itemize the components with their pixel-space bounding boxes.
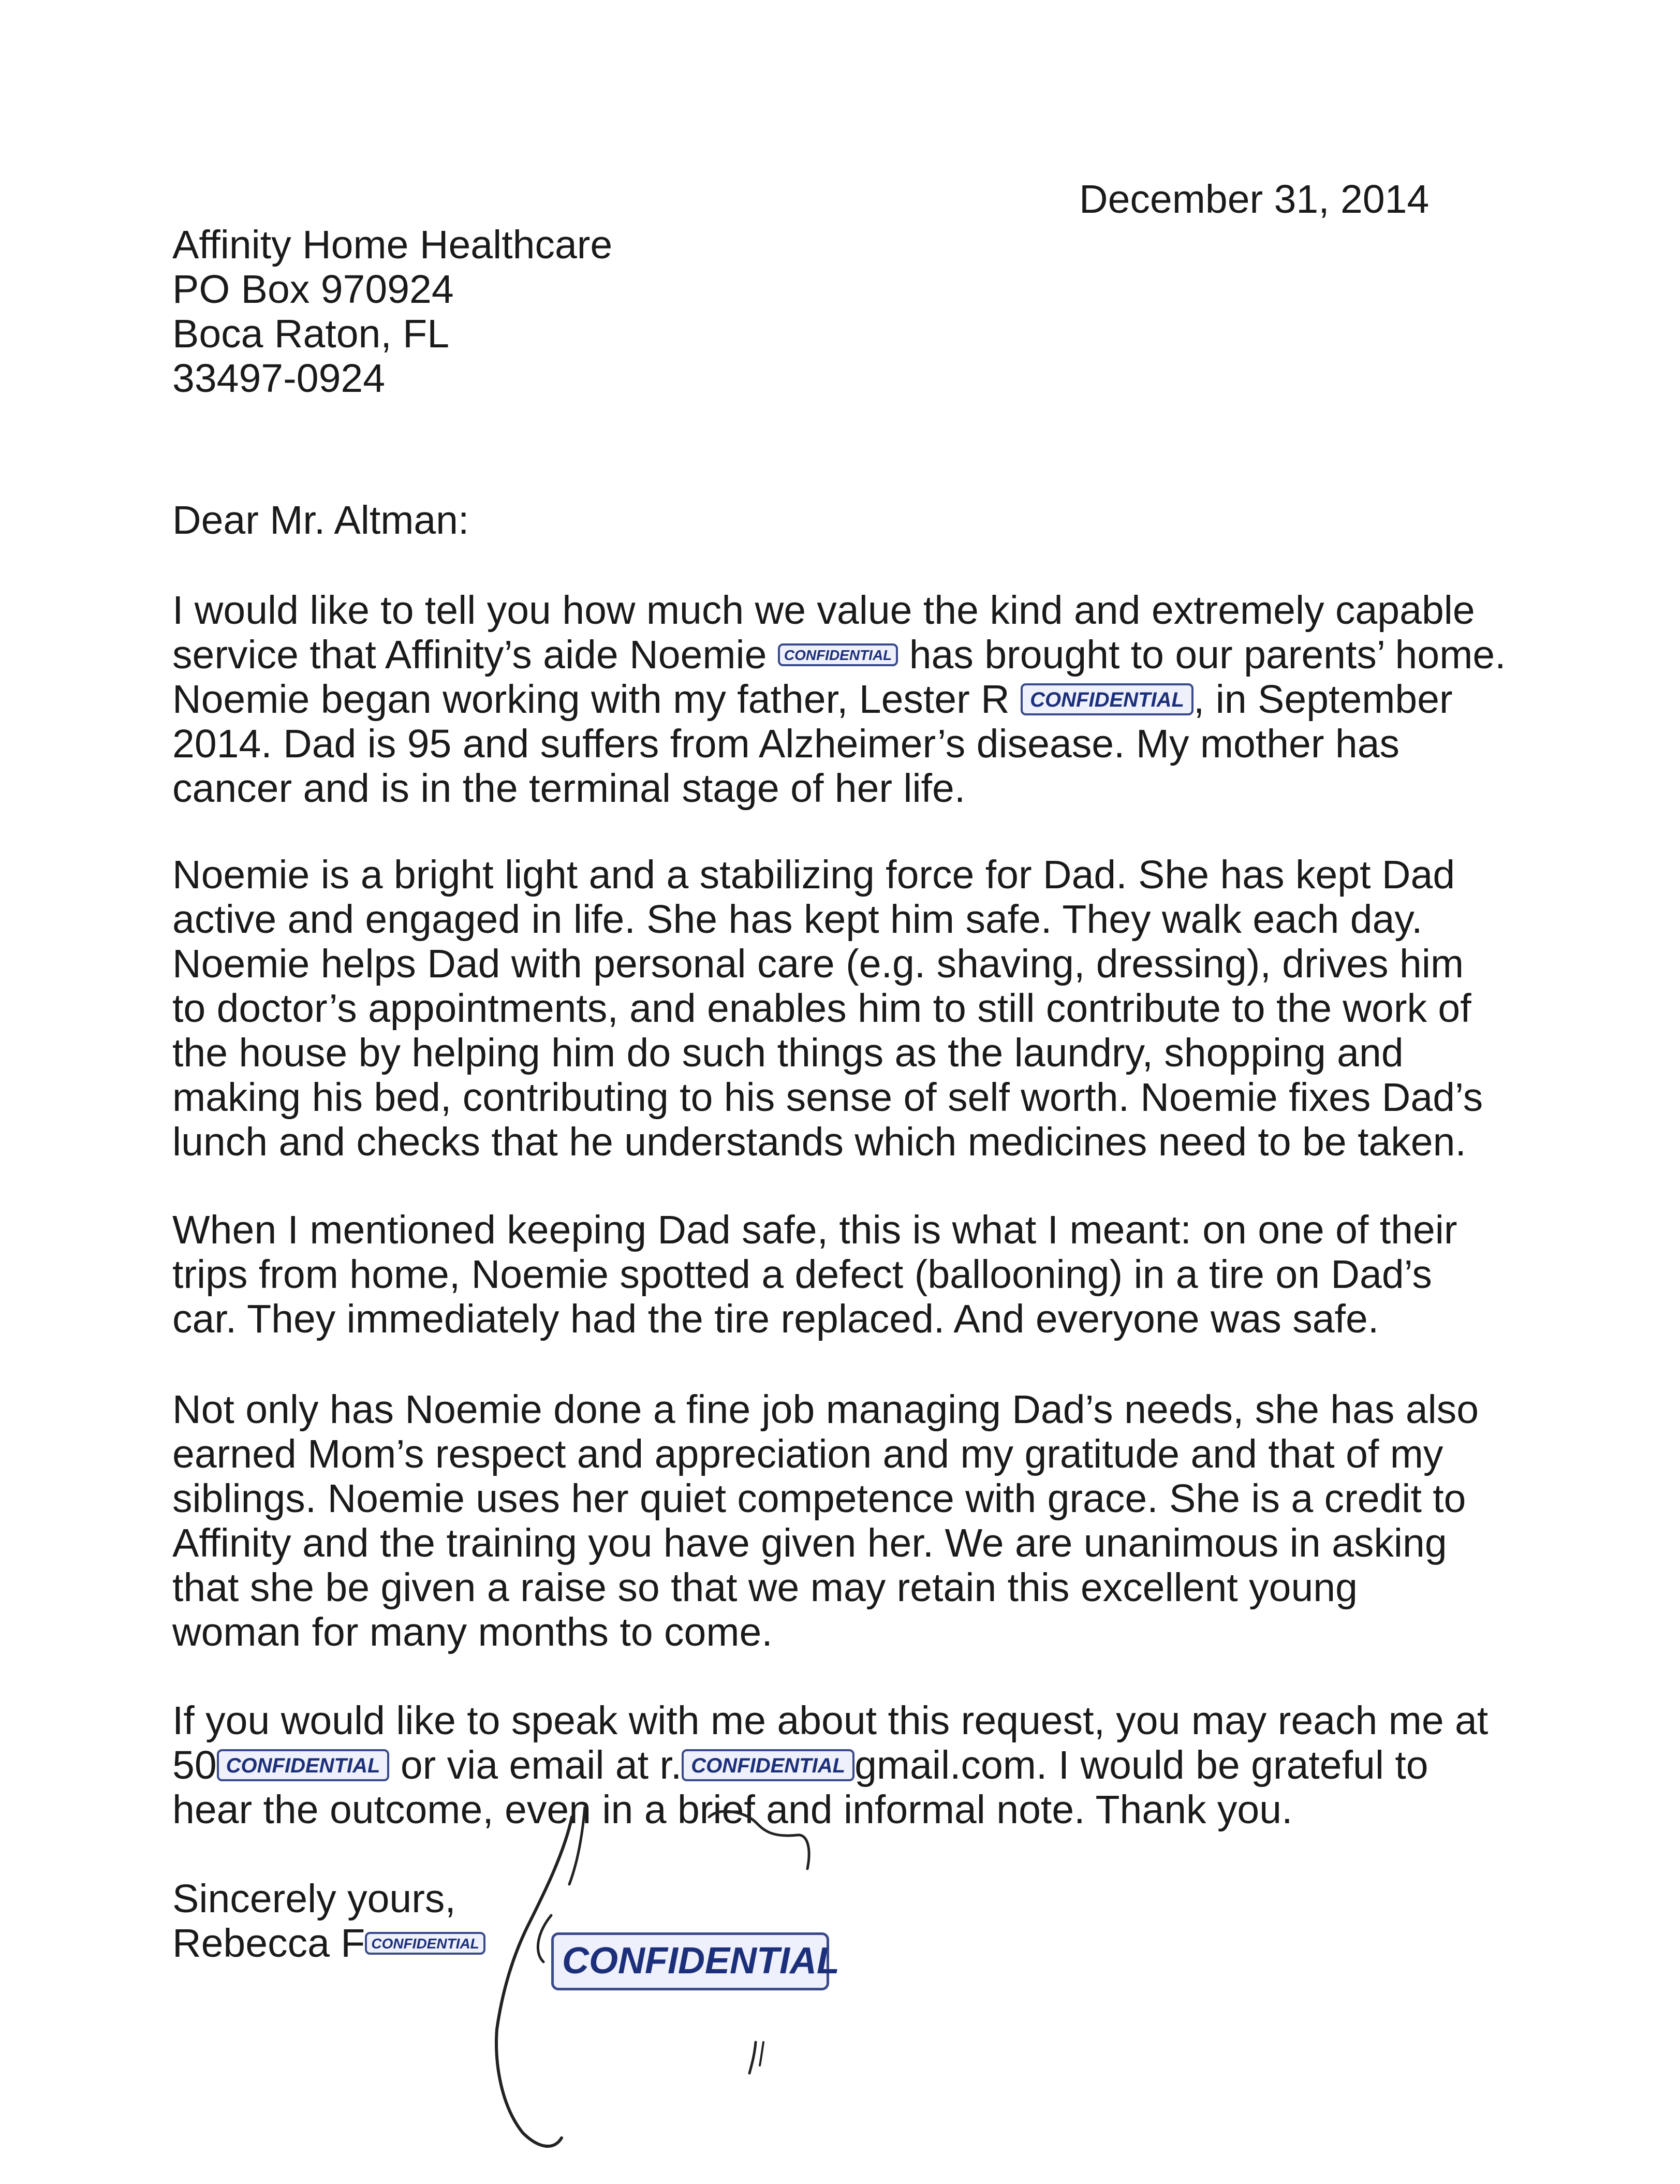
text-line: 2014. Dad is 95 and suffers from Alzheimer’s disease. My mother has: [172, 722, 1400, 766]
signer-name: Rebecca F: [172, 1921, 365, 1966]
text-segment: gmail.com. I would be grateful to: [854, 1743, 1428, 1787]
address-line: Boca Raton, FL: [172, 312, 450, 356]
redaction-stamp: CONFIDENTIAL: [778, 643, 898, 666]
text-segment: Noemie began working with my father, Lester R: [172, 677, 1021, 722]
address-line: 33497-0924: [172, 356, 386, 401]
closing-block: [172, 1877, 485, 1966]
text-segment: or via email at r.: [389, 1743, 682, 1787]
text-line: When I mentioned keeping Dad safe, this is what I meant: on one of their: [172, 1208, 1457, 1252]
text-line: cancer and is in the terminal stage of her life.: [172, 766, 966, 811]
text-line: car. They immediately had the tire replaced. And everyone was safe.: [172, 1297, 1379, 1341]
salutation: Dear Mr. Altman:: [172, 498, 469, 543]
text-segment: has brought to our parents’ home.: [898, 633, 1506, 677]
address-line: PO Box 970924: [172, 267, 454, 312]
text-line: siblings. Noemie uses her quiet competence with grace. She is a credit to: [172, 1476, 1466, 1521]
closing-line: Sincerely yours,: [172, 1877, 456, 1921]
text-line: making his bed, contributing to his sense of self worth. Noemie fixes Dad’s: [172, 1075, 1483, 1120]
text-line: Noemie is a bright light and a stabilizing force for Dad. She has kept Dad: [172, 853, 1455, 897]
text-line: If you would like to speak with me about this request, you may reach me at: [172, 1698, 1489, 1743]
text-line: [172, 633, 1506, 677]
text-line: [172, 677, 1506, 722]
recipient-address: [172, 223, 612, 401]
redaction-stamp: CONFIDENTIAL: [217, 1749, 390, 1781]
paragraph-2: [172, 853, 1483, 1164]
text-line: lunch and checks that he understands which medicines need to be taken.: [172, 1120, 1466, 1164]
text-line: Affinity and the training you have given her. We are unanimous in asking: [172, 1521, 1447, 1565]
paragraph-1: [172, 588, 1506, 811]
text-line: trips from home, Noemie spotted a defect (ballooning) in a tire on Dad’s: [172, 1252, 1432, 1297]
text-line: [172, 1743, 1488, 1787]
text-line: that she be given a raise so that we may retain this excellent young: [172, 1565, 1358, 1610]
signer-line: [172, 1921, 485, 1966]
text-line: hear the outcome, even in a brief and informal note. Thank you.: [172, 1787, 1293, 1832]
redaction-stamp: CONFIDENTIAL: [1021, 683, 1193, 715]
text-line: I would like to tell you how much we value the kind and extremely capable: [172, 588, 1475, 633]
address-line: Affinity Home Healthcare: [172, 223, 613, 267]
letter-date: December 31, 2014: [1079, 177, 1430, 222]
text-line: to doctor’s appointments, and enables him to still contribute to the work of: [172, 986, 1471, 1031]
text-line: Not only has Noemie done a fine job managing Dad’s needs, she has also: [172, 1387, 1479, 1432]
redaction-stamp: CONFIDENTIAL: [365, 1932, 485, 1955]
paragraph-3: [172, 1208, 1457, 1341]
redaction-stamp-signature: CONFIDENTIAL: [551, 1932, 829, 1990]
paragraph-4: [172, 1387, 1479, 1654]
text-line: active and engaged in life. She has kept him safe. They walk each day.: [172, 897, 1423, 942]
text-line: earned Mom’s respect and appreciation and my gratitude and that of my: [172, 1432, 1443, 1476]
text-line: the house by helping him do such things as the laundry, shopping and: [172, 1031, 1404, 1075]
text-line: woman for many months to come.: [172, 1610, 773, 1654]
text-segment: service that Affinity’s aide Noemie: [172, 633, 778, 677]
text-segment: 50: [172, 1743, 217, 1787]
text-line: Noemie helps Dad with personal care (e.g. shaving, dressing), drives him: [172, 942, 1464, 986]
text-segment: , in September: [1193, 677, 1453, 722]
redaction-stamp: CONFIDENTIAL: [682, 1749, 854, 1781]
